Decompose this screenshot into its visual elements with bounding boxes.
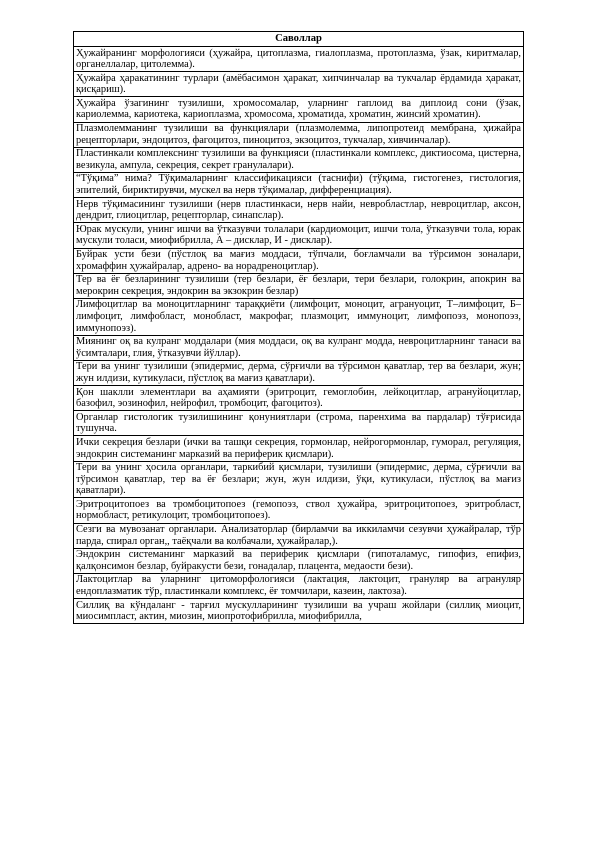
table-row [74, 122, 524, 147]
question-cell: Сезги ва мувозанат органлари. Анализаторлар (бирламчи ва иккиламчи сезувчи ҳужайралар, тўр парда, спирал орган,, таёқчали ва колбачали, ҳужайралар,). [74, 523, 524, 548]
question-cell: Ҳужайра ҳаракатининг турлари (амёбасимон ҳаракат, хипчинчалар ва тукчалар ёрдамида ҳаракат, қисқариш). [74, 72, 524, 97]
question-cell: Ҳужайранинг морфологияси (ҳужайра, цитоплазма, гиалоплазма, протоплазма, ўзак, киритмалар, органеллалар, цитолемма). [74, 47, 524, 72]
table-row [74, 248, 524, 273]
question-cell: Лимфоцитлар ва моноцитларнинг тараққиёти (лимфоцит, моноцит, агрануоцит, Т–лимфоцит, Б–лимфоцит, лимфобласт, монобласт, макрофаг, плазмоцит, иммуноцит, лимфопоэз, монопоэз, иммунопоэз). [74, 298, 524, 335]
table-row [74, 47, 524, 72]
table-row [74, 97, 524, 122]
question-cell: Лактоцитлар ва уларнинг цитоморфологияси (лактация, лактоцит, грануляр ва агрануляр ендоплазматик тўр, пластинкали комплекс, ёғ томчилари, казеин, лактоза). [74, 573, 524, 598]
question-cell: Ҳужайра ўзагининг тузилиши, хромосомалар, уларнинг гаплоид ва диплоид сони (ўзак, кариолемма, кариотека, кариоплазма, хромосома, хроматида, хроматин, жинсий хроматин). [74, 97, 524, 122]
question-cell: Ички секреция безлари (ички ва ташқи секреция, гормонлар, нейрогормонлар, гуморал, регуляция, эндокрин системанинг марказий ва периферик қисмлари). [74, 436, 524, 461]
table-row [74, 436, 524, 461]
question-cell: “Тўқима” нима? Тўқималарнинг классификацияси (таснифи) (тўқима, гистогенез, гистология, эпителий, бириктирувчи, мускел ва нерв тўқималар, дифференциация). [74, 172, 524, 197]
table-row [74, 172, 524, 197]
table-header-row [74, 32, 524, 47]
table-row [74, 461, 524, 498]
question-cell: Органлар гистологик тузилишининг қонуниятлари (строма, паренхима ва пардалар) тўғрисида тушунча. [74, 411, 524, 436]
question-cell: Эритроцитопоез ва тромбоцитопоез (гемопоэз, ствол ҳужайра, эритроцитопоез, эритробласт, нормобласт, ретикулоцит, тромбоцитопоез). [74, 498, 524, 523]
table-row [74, 223, 524, 248]
question-cell: Силлиқ ва кўндаланг - тарғил мускулларининг тузилиши ва учраш жойлари (силлиқ миоцит, миосимпласт, актин, миозин, миопротофибрилла, миофибрилла, [74, 599, 524, 624]
question-cell: Буйрак усти бези (пўстлоқ ва мағиз моддаси, тўпчали, боғламчали ва тўрсимон зоналари, хромаффин ҳужайралар, адрено- ва норадреноцитлар). [74, 248, 524, 273]
table-row [74, 386, 524, 411]
table-row [74, 548, 524, 573]
questions-table [73, 31, 524, 624]
table-row [74, 335, 524, 360]
question-cell: Қон шаклли элементлари ва аҳамияти (эритроцит, гемоглобин, лейкоцитлар, агрануйоцитлар, базофил, эозинофил, нейрофил, тромбоцит, фагоцитоз). [74, 386, 524, 411]
question-cell: Нерв тўқимасининг тузилиши (нерв пластинкаси, нерв найи, невробластлар, невроцитлар, аксон, дендрит, глиоцитлар, рецепторлар, синапслар). [74, 198, 524, 223]
table-row [74, 147, 524, 172]
question-cell: Пластинкали комплекснинг тузилиши ва функцияси (пластинкали комплекс, диктиосома, цистерна, везикула, ампула, секреция, секрет гранулалари). [74, 147, 524, 172]
table-row [74, 72, 524, 97]
table-row [74, 298, 524, 335]
question-cell: Миянинг оқ ва кулранг моддалари (мия моддаси, оқ ва кулранг модда, невроцитларнинг танаси ва ўсимталари, глия, ўтказувчи йўллар). [74, 335, 524, 360]
question-cell: Эндокрин системанинг марказий ва периферик қисмлари (гипоталамус, гипофиз, епифиз, қалқонсимон безлар, буйракусти бези, гонадалар, плацента, медаости бези). [74, 548, 524, 573]
table-row [74, 360, 524, 385]
table-row [74, 523, 524, 548]
table-row [74, 411, 524, 436]
question-cell: Тери ва унинг тузилиши (эпидермис, дерма, сўрғичли ва тўрсимон қаватлар, тер ва безлари, жун; жун илдизи, кутикуласи, пўстлоқ ва мағиз қаватлари). [74, 360, 524, 385]
table-header: Саволлар [74, 32, 524, 47]
document-page [73, 31, 524, 624]
question-cell: Плазмолемманинг тузилиши ва функциялари (плазмолемма, липопротеид мембрана, ҳижайра рецепторлари, эндоцитоз, фагоцитоз, пиноцитоз, экзоцитоз, тукчалар, хивчинчалар). [74, 122, 524, 147]
question-cell: Тер ва ёғ безларининг тузилиши (тер безлари, ёғ безлари, тери безлари, голокрин, апокрин ва мерокрин секреция, эндокрин ва экзокрин безлар) [74, 273, 524, 298]
table-row [74, 273, 524, 298]
table-row [74, 573, 524, 598]
table-row [74, 198, 524, 223]
question-cell: Юрак мускули, унинг ишчи ва ўтказувчи толалари (кардиомоцит, ишчи тола, ўтказувчи тола, юрак мускули толаси, миофибрилла, А – дисклар, И - дисклар). [74, 223, 524, 248]
table-row [74, 599, 524, 624]
table-row [74, 498, 524, 523]
question-cell: Тери ва унинг ҳосила органлари, таркибий қисмлари, тузилиши (эпидермис, дерма, сўрғичли ва тўрсимон қаватлар, тер ва ёғ безлари; жун, жун илдизи, ўқи, кутикуласи, пўстлоқ ва мағиз қаватлари). [74, 461, 524, 498]
